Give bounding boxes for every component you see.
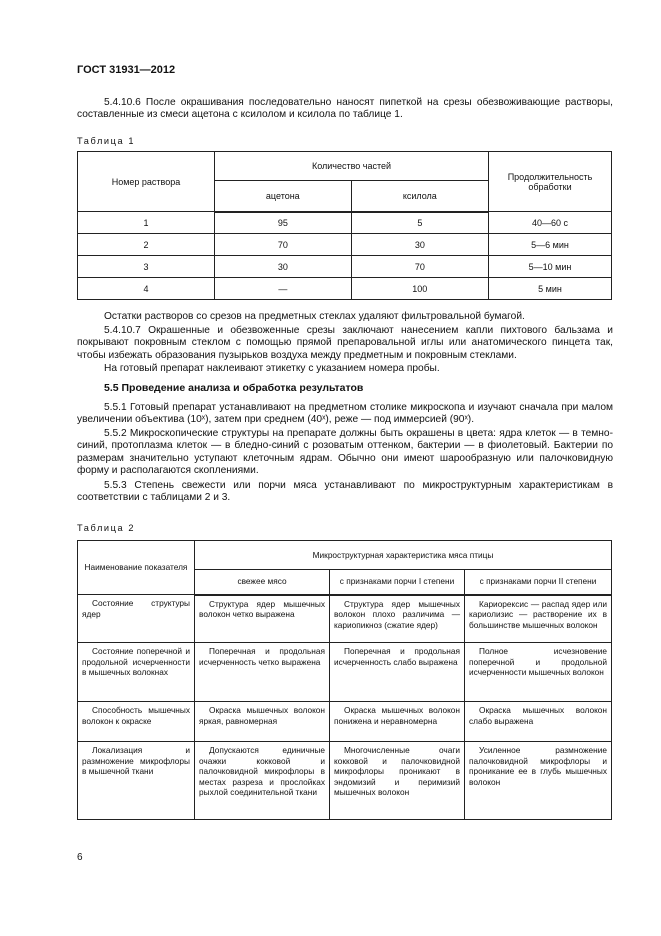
table-cell: 70 (351, 256, 488, 278)
paragraph-5-5-3: 5.5.3 Степень свежести или порчи мяса устанавливают по микроструктурным характеристикам в соответствии с таблицами 2 и 3. (77, 480, 613, 504)
table-row (78, 702, 612, 742)
table-row (78, 595, 612, 643)
table-cell: 1 (78, 212, 215, 234)
table-cell: Полное исчезновение поперечной и продольной исчерченности мышечных волокон (465, 643, 612, 702)
table-cell: 70 (215, 234, 352, 256)
table-cell: 5—6 мин (489, 234, 612, 256)
section-heading: 5.5 Проведение анализа и обработка результатов (104, 382, 364, 394)
table1-header-xylene: ксилола (351, 181, 488, 212)
table-row (78, 256, 612, 278)
table-cell: 95 (215, 212, 352, 234)
table1-header-parts: Количество частей (215, 152, 489, 181)
table2-header-spoil2: с признаками порчи II степени (465, 570, 612, 595)
page-number: 6 (77, 852, 83, 863)
table-cell: Кариорексис — распад ядер или кариолизис — растворение их в большинстве мышечных волокон (465, 595, 612, 643)
table-cell: Допускаются единичные очажки кокковой и палочковидной микрофлоры в местах разреза и прослойках рыхлой соединительной ткани (195, 742, 330, 820)
paragraph-label: На готовый препарат наклеивают этикетку с указанием номера пробы. (104, 363, 440, 374)
table-cell: Структура ядер мышечных волокон плохо различима — кариопикноз (сжатие ядер) (330, 595, 465, 643)
paragraph-5-4-10-7: 5.4.10.7 Окрашенные и обезвоженные срезы заключают нанесением капли пихтового бальзама и покрывают покровным стеклом с помощью прямой препаровальной иглы или анатомического пинцета так, чтобы избежать образования пузырьков воздуха между предметным и покровным стеклами. (77, 325, 613, 361)
table-cell: Окраска мышечных волокон яркая, равномерная (195, 702, 330, 742)
document-id: ГОСТ 31931—2012 (77, 64, 176, 76)
table-1 (77, 151, 612, 300)
table2-caption: Таблица 2 (77, 523, 136, 533)
table-row (78, 643, 612, 702)
table1-header-number: Номер раствора (78, 152, 215, 212)
table-cell: Окраска мышечных волокон понижена и неравномерна (330, 702, 465, 742)
paragraph-5-5-1: 5.5.1 Готовый препарат устанавливают на предметном столике микроскопа и изучают сначала при малом увеличении объектива (10ˣ), затем при среднем (40ˣ), реже — под иммерсией (90ˣ). (77, 402, 613, 426)
table-cell: 5 (351, 212, 488, 234)
table-row (78, 742, 612, 820)
table-cell: Усиленное размножение палочковидной микрофлоры и проникание ее в глубь мышечных волокон (465, 742, 612, 820)
table-cell: 2 (78, 234, 215, 256)
table-cell: 40—60 с (489, 212, 612, 234)
table1-header-acetone: ацетона (215, 181, 352, 212)
table1-caption: Таблица 1 (77, 136, 136, 146)
table-cell: — (215, 278, 352, 300)
table2-header-spoil1: с признаками порчи I степени (330, 570, 465, 595)
table-cell: 30 (215, 256, 352, 278)
table-cell: Состояние поперечной и продольной исчерченности в мышечных волокнах (78, 643, 195, 702)
table-cell: Многочисленные очаги кокковой и палочковидной микрофлоры проникают в эндомизий и перимизий мышечных волокон (330, 742, 465, 820)
table-cell: Поперечная и продольная исчерченность слабо выражена (330, 643, 465, 702)
paragraph-5-4-10-6: 5.4.10.6 После окрашивания последовательно наносят пипеткой на срезы обезвоживающие растворы, составленные из смеси ацетона с ксилолом и ксилола по таблице 1. (77, 97, 613, 121)
table-cell: 5 мин (489, 278, 612, 300)
table-cell: Окраска мышечных волокон слабо выражена (465, 702, 612, 742)
table1-header-duration: Продолжительность обработки (489, 152, 612, 212)
table-2 (77, 540, 612, 820)
table-row (78, 234, 612, 256)
table-row (78, 278, 612, 300)
paragraph-5-5-2: 5.5.2 Микроскопические структуры на препарате должны быть окрашены в цвета: ядра клеток — в темно-синий, протоплазма клеток — в бледно-синий с розоватым оттенком, бактерии — в фиолетовый. Бактерии по размерам значительно уступают клеточным ядрам. Обычно они имеют шарообразную или палочковидную форму и располагаются скоплениями. (77, 428, 613, 477)
table-cell: 100 (351, 278, 488, 300)
table-cell: Структура ядер мышечных волокон четко выражена (195, 595, 330, 643)
table2-header-indicator: Наименование показателя (78, 541, 195, 595)
table-cell: Состояние структуры ядер (78, 595, 195, 643)
table-cell: 3 (78, 256, 215, 278)
table-cell: Поперечная и продольная исчерченность четко выражена (195, 643, 330, 702)
table-cell: 30 (351, 234, 488, 256)
table-cell: Локализация и размножение микрофлоры в мышечной ткани (78, 742, 195, 820)
table-cell: 4 (78, 278, 215, 300)
table2-header-group: Микроструктурная характеристика мяса птицы (195, 541, 612, 570)
table2-header-fresh: свежее мясо (195, 570, 330, 595)
paragraph-residues: Остатки растворов со срезов на предметных стеклах удаляют фильтровальной бумагой. (104, 311, 525, 322)
table-cell: Способность мышечных волокон к окраске (78, 702, 195, 742)
table-row (78, 212, 612, 234)
table-cell: 5—10 мин (489, 256, 612, 278)
